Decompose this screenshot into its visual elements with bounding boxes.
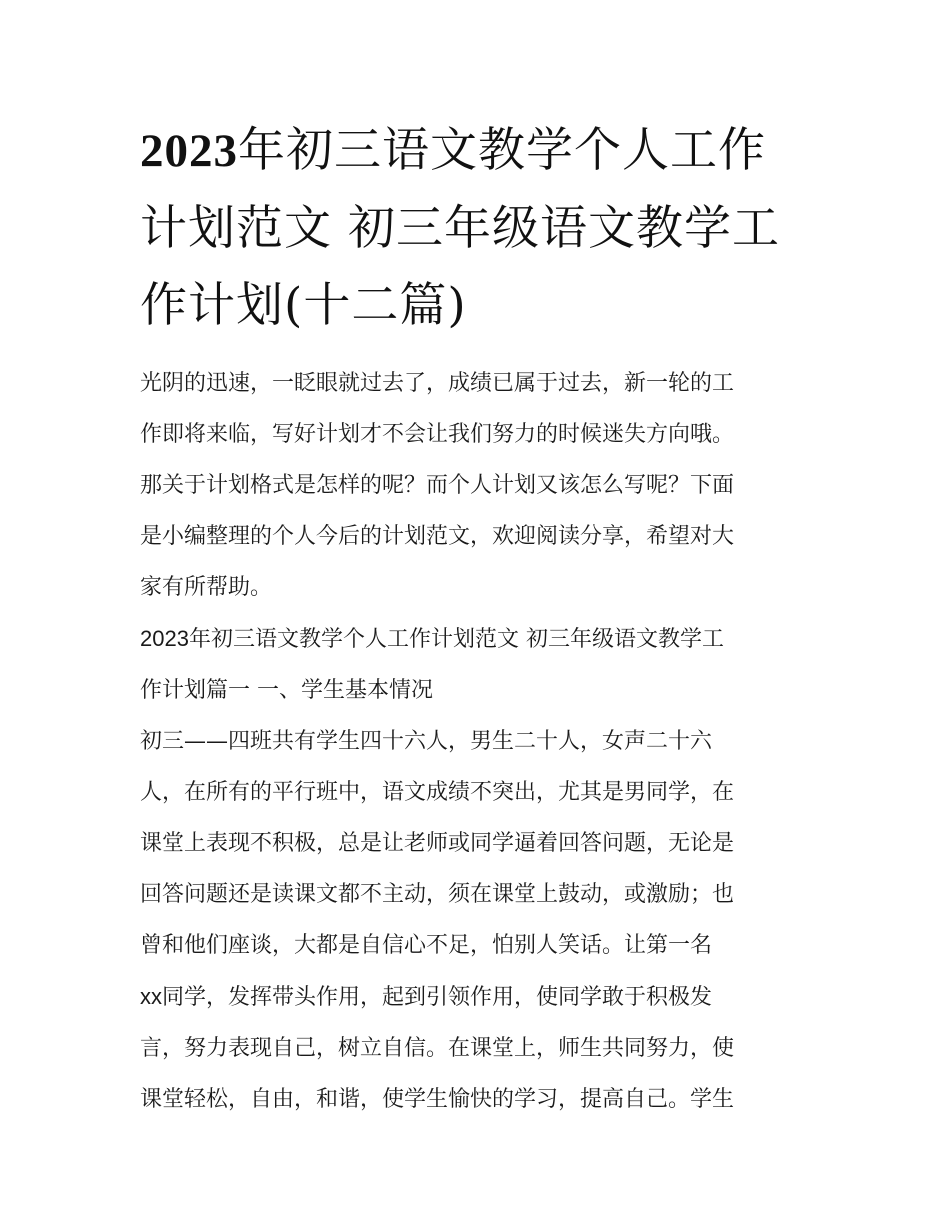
- intro-line: 那关于计划格式是怎样的呢？而个人计划又该怎么写呢？下面: [140, 473, 735, 498]
- title-line-3: 作计划(十二篇): [140, 278, 467, 333]
- body-line: 课堂轻松，自由，和谐，使学生愉快的学习，提高自己。学生: [140, 1087, 735, 1112]
- section-heading-line-1: [140, 613, 812, 665]
- intro-line: 是小编整理的个人今后的计划范文，欢迎阅读分享，希望对大: [140, 524, 735, 549]
- body-line: 课堂上表现不积极，总是让老师或同学逼着回答问题，无论是: [140, 831, 735, 856]
- section-heading-line-2: 作计划篇一 一、学生基本情况: [140, 678, 433, 703]
- section-heading-year: 2023: [140, 626, 189, 651]
- body-line: 言，努力表现自己，树立自信。在课堂上，师生共同努力，使: [140, 1036, 735, 1061]
- section-heading: [140, 613, 812, 716]
- body-line-xx: [140, 971, 812, 1023]
- document-title: [140, 112, 812, 344]
- title-year: 2023: [140, 125, 238, 177]
- intro-line: 光阴的迅速，一眨眼就过去了，成绩已属于过去，新一轮的工: [140, 371, 735, 396]
- body-line: 曾和他们座谈，大都是自信心不足，怕别人笑话。让第一名: [140, 933, 713, 958]
- title-line-2: 计划范文 初三年级语文教学工: [140, 201, 780, 256]
- placeholder-name-xx: xx: [140, 984, 162, 1009]
- student-situation-paragraph: [140, 716, 812, 1125]
- body-line: 初三——四班共有学生四十六人，男生二十人，女声二十六: [140, 729, 713, 754]
- intro-line: 家有所帮助。: [140, 575, 273, 600]
- section-heading-line-1-text: 年初三语文教学个人工作计划范文 初三年级语文教学工: [188, 627, 724, 652]
- body-line: 回答问题还是读课文都不主动，须在课堂上鼓动，或激励；也: [140, 882, 735, 907]
- intro-paragraph: [140, 358, 812, 613]
- intro-line: 作即将来临，写好计划才不会让我们努力的时候迷失方向哦。: [140, 422, 735, 447]
- title-line-1-text: 年初三语文教学个人工作: [238, 123, 766, 178]
- title-line-1: [140, 112, 812, 190]
- body-line: 人，在所有的平行班中，语文成绩不突出，尤其是男同学，在: [140, 780, 735, 805]
- document-body: [140, 358, 812, 1125]
- body-line-xx-text: 同学，发挥带头作用，起到引领作用，使同学敢于积极发: [162, 985, 713, 1010]
- document-page: [140, 112, 812, 1125]
